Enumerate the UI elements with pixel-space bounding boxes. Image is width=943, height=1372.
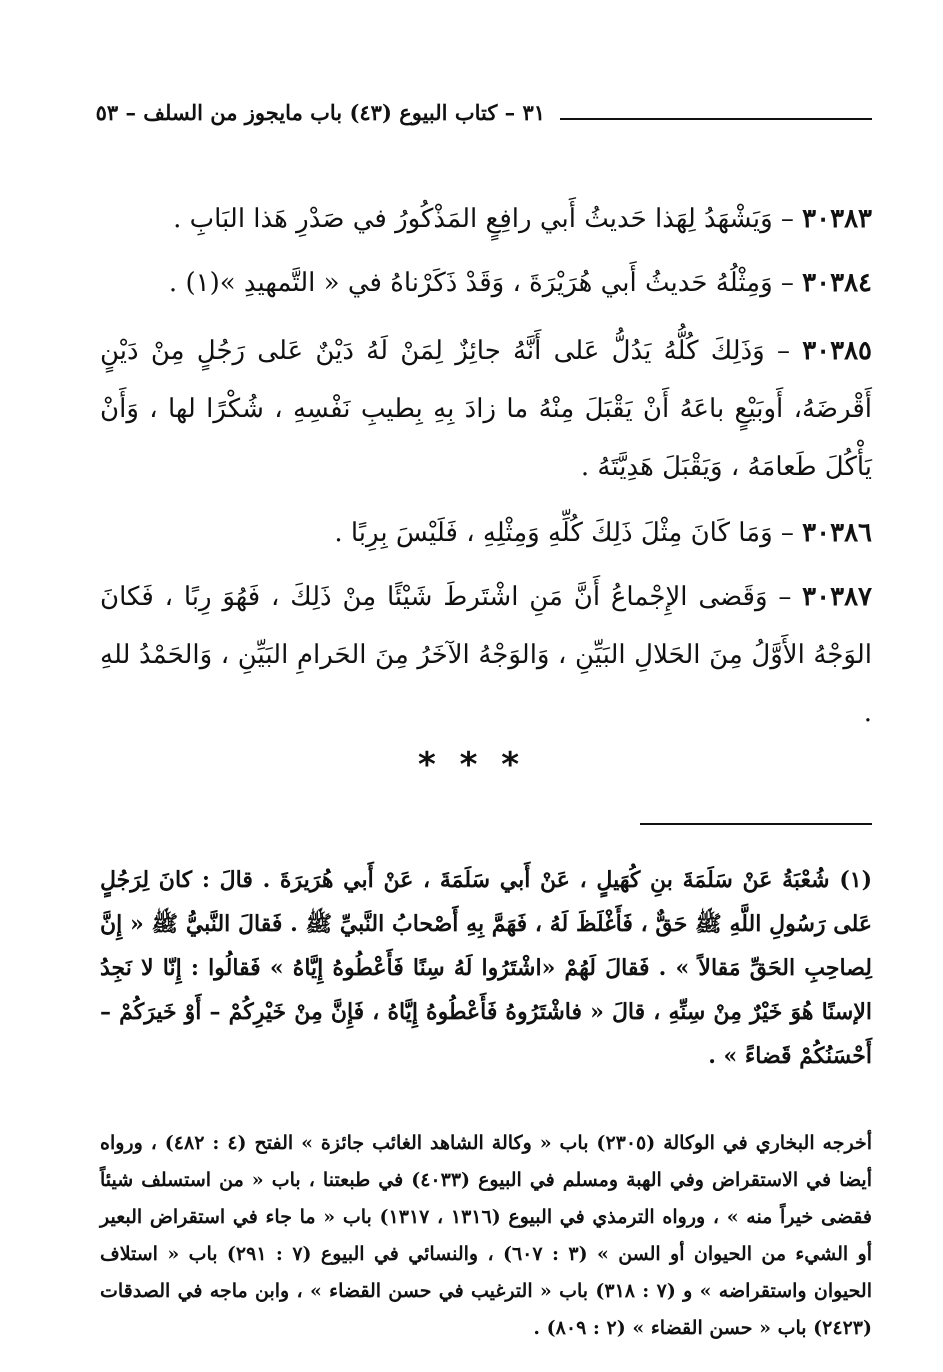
footnote-text: شُعْبَةُ عَنْ سَلَمَةَ بنِ كُهَيلٍ ، عَنْ أَبي سَلَمَةَ ، عَنْ أَبي هُرَيرَةَ . قالَ : كانَ لِرَجُلٍ عَلى رَسُولِ اللَّهِ ﷺ حَقٌّ ، فَأَغْلَظَ لَهُ ، فَهَمَّ بِهِ أَصْحابُ النَّبيِّ ﷺ . فَقالَ النَّبيُّ ﷺ « إِنَّ لِصاحِبِ الحَقِّ مَقالاً » . فَقالَ لَهُمْ «اشْتَرُوا لَهُ سِنًا فَأَعْطُوهُ إِيَّاهُ » فَقالُوا : إِنّا لا نَجِدُ الإسنًا هُوَ خَيْرٌ مِنْ سِنِّهِ ، قالَ « فاشْتَرُوهُ فَأَعْطُوهُ إِيَّاهُ ، فَإِنَّ مِنْ خَيْرِكُمْ – أَوْ خَيرَكُمْ – أَحْسَنُكُمْ قَضاءً » .	[100, 867, 873, 1069]
header-rule	[560, 118, 872, 120]
paragraph-number: ٣٠٣٨٧	[802, 582, 872, 612]
paragraph-text: – وَذَلِكَ كُلُّهُ يَدُلُّ عَلى أَنَّهُ جائِزٌ لِمَنْ لَهُ دَيْنٌ عَلى رَجُلٍ مِنْ دَيْنٍ أَقْرضَهُ، أَوبَيْعٍ باعَهُ أَنْ يَقْبَلَ مِنْهُ ما زادَ بِهِ بِطيبِ نَفْسِهِ ، شُكْرًا لها ، وَأَنْ يَأْكُلَ طَعامَهُ ، وَيَقْبَلَ هَدِيَّتَهُ .	[100, 336, 872, 482]
paragraph-text: – وَمِثْلُهُ حَديثُ أَبي هُرَيْرَةَ ، وَقَدْ ذَكَرْناهُ في « التَّمهيدِ »(١) .	[168, 268, 794, 298]
paragraph-text: – وَقَضى الإِجْماعُ أَنَّ مَنِ اشْتَرطَ شَيْئًا مِنْ ذَلِكَ ، فَهُوَ رِبًا ، فَكانَ الوَجْهُ الأَوَّلُ مِنَ الحَلالِ البَيِّنِ ، وَالوَجْهُ الآخَرُ مِنَ الحَرامِ البَيِّنِ ، وَالحَمْدُ للهِ .	[100, 582, 872, 728]
paragraph-30385	[100, 322, 872, 496]
paragraph-30384	[100, 254, 872, 312]
footnote-rule	[640, 823, 872, 825]
hadith-references: أخرجه البخاري في الوكالة (٢٣٠٥) باب « وكالة الشاهد الغائب جائزة » الفتح (٤ : ٤٨٢) ، ورواه أيضا في الاستقراض وفي الهبة ومسلم في البيوع (٤٠٣٣) في طبعتنا ، باب « من استسلف شيئاً فقضى خيراً منه » ، ورواه الترمذي في البيوع (١٣١٦ ، ١٣١٧) باب « ما جاء في استقراض البعير أو الشيء من الحيوان أو السن » (٣ : ٦٠٧) ، والنسائي في البيوع (٧ : ٢٩١) باب « استلاف الحيوان واستقراضه » و (٧ : ٣١٨) باب « الترغيب في حسن القضاء » ، وابن ماجه في الصدقات (٢٤٢٣) باب « حسن القضاء » (٢ : ٨٠٩) .	[100, 1132, 872, 1339]
footnote-1	[100, 858, 872, 1078]
main-text	[100, 190, 872, 742]
footnote-marker: (١)	[839, 867, 872, 893]
running-head: ٣١ – كتاب البيوع (٤٣) باب مايجوز من السلف – ٥٣	[95, 100, 545, 125]
paragraph-number: ٣٠٣٨٦	[802, 518, 872, 548]
paragraph-number: ٣٠٣٨٥	[802, 336, 873, 366]
paragraph-number: ٣٠٣٨٤	[802, 268, 872, 298]
paragraph-text: – وَمَا كَانَ مِثْلَ ذَلِكَ كُلِّهِ وَمِثْلِهِ ، فَلَيْسَ بِرِبًا .	[334, 518, 794, 548]
paragraph-30386	[100, 504, 872, 562]
paragraph-30383	[100, 190, 872, 248]
section-separator: * * *	[417, 745, 525, 785]
paragraph-number: ٣٠٣٨٣	[802, 204, 872, 234]
paragraph-30387	[100, 568, 872, 742]
paragraph-text: – وَيَشْهَدُ لِهَذا حَديثُ أَبي رافِعٍ المَذْكُورُ في صَدْرِ هَذا البَابِ .	[173, 204, 794, 234]
